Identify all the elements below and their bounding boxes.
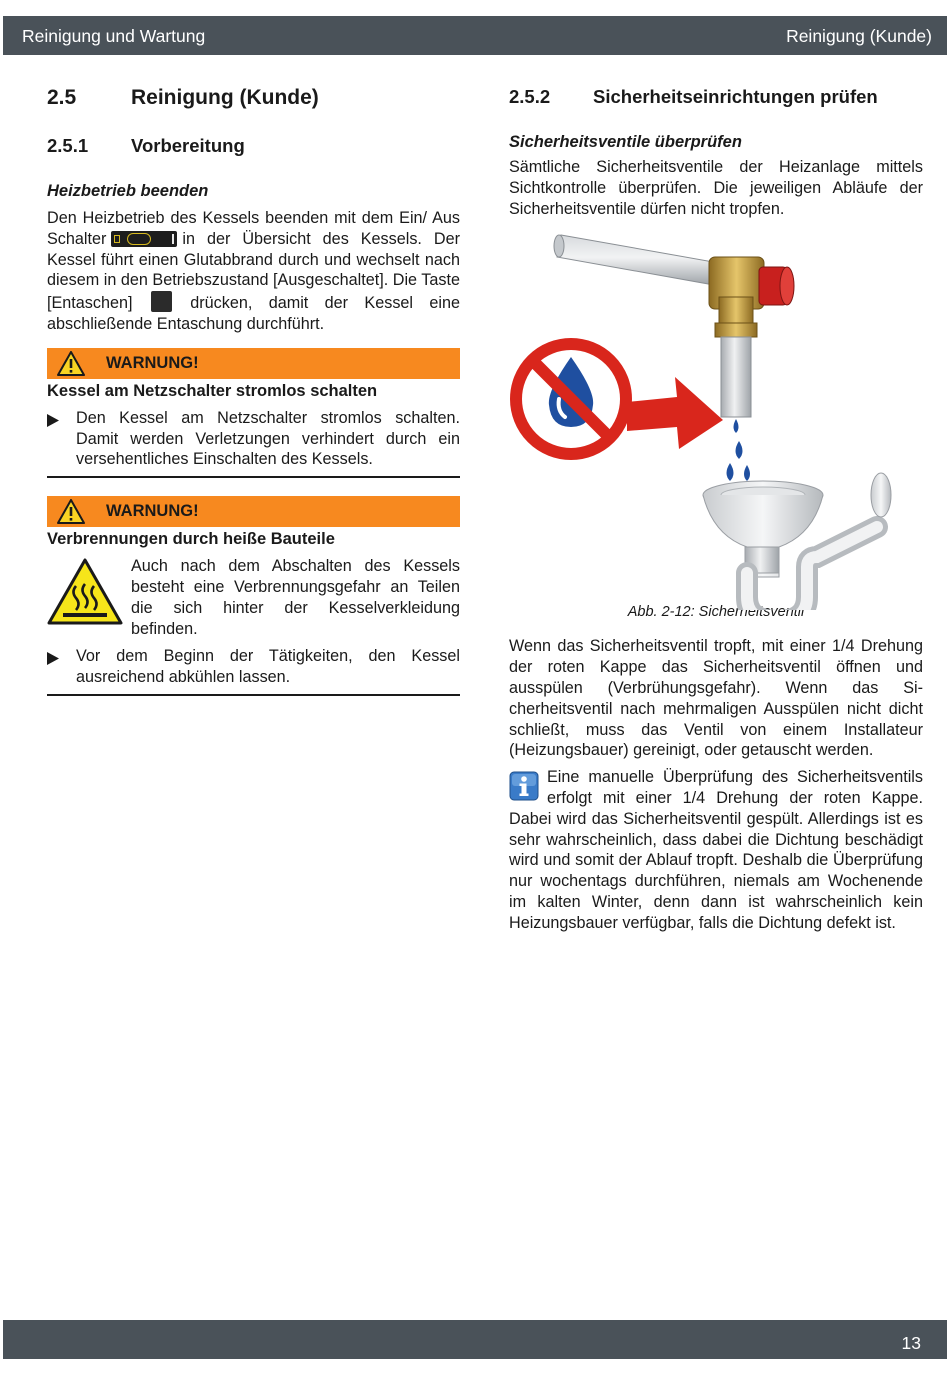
paragraph: Wenn das Sicherheitsventil tropft, mit einer 1/4 Drehung der roten Kappe das Sicherheitsventil öffnen und ausspülen (Verbrühungsgefahr). Wenn das Sicherheitsventil nach mehrmaligen Ausspülen nicht dicht schließt, muss das Ventil von einem Installateur (Heizungsbauer) gereinigt, oder getauscht werden. [509,637,923,760]
subsection-number: 2.5.1 [47,135,89,156]
header-chapter: Reinigung und Wartung [22,26,206,46]
bullet-arrow-icon [47,414,59,427]
info-note [509,767,923,933]
divider [47,476,460,478]
subsection-heading [509,86,923,108]
safety-valve-illustration [509,227,923,610]
page-number: 13 [901,1333,921,1353]
sub-heading: Heizbetrieb beenden [47,182,209,200]
hazard-block [47,556,460,639]
power-switch-icon [111,231,177,247]
subsection-title: Sicherheitseinrichtungen prüfen [593,86,878,107]
figure-caption: Abb. 2-12: Sicherheitsventil [627,604,805,621]
intro-paragraph [47,208,460,335]
warning-triangle-icon [57,499,85,524]
subsection-heading [47,135,460,157]
divider [47,694,460,696]
page-footer [3,1320,947,1359]
warning-banner [47,348,460,379]
safety-valve-figure [509,227,923,610]
right-column [509,80,923,934]
info-text: Eine manuelle Überprüfung des Sicherheitsventils erfolgt mit einer 1/4 Drehung der roten Kappe. Dabei wird das Sicherheitsventil gespült. Allerdings ist es sehr wahrscheinlich, dass dabei die Dichtung beschädigt wird und somit der Ablauf tropft. Deshalb die Überprüfung nur wochentags durchführen, niemals am Wochenende im kalten Winter, denn dann ist wahrscheinlich kein Heizungsbauer verfügbar, falls die Dichtung defekt ist. [509,768,923,932]
bullet-text: Vor dem Beginn der Tätigkeiten, den Kessel ausreichend abkühlen lassen. [76,647,460,687]
bullet-arrow-icon [47,652,59,665]
section-heading [47,86,460,110]
warning-label: WARNUNG! [106,353,199,372]
list-item [47,408,460,470]
para-text-1: Den Heizbetrieb des Kessels beenden mit dem Ein/ Aus Schalter [47,209,460,248]
para-text-2: in der Übersicht des Kessels. Der Kessel führt einen Glutabbrand durch und wechselt nach diesem in den Betriebszustand [Ausgeschaltet]. Die Taste [Entaschen] [47,229,460,313]
warning-title: Kessel am Netzschalter stromlos schalten [47,381,378,400]
para-text-3: drücken, damit der Kessel eine abschließende Entaschung durchführt. [47,294,460,333]
warning-triangle-icon [57,351,85,376]
page-header [3,16,947,55]
header-section: Reinigung (Kunde) [786,26,932,46]
sub-heading: Sicherheitsventile überprüfen [509,133,742,151]
subsection-title: Vorbereitung [131,135,245,156]
section-number: 2.5 [47,86,77,109]
hazard-text: Auch nach dem Abschalten des Kessels besteht eine Verbrennungsgefahr an Teilen die sich hinter der Kesselverkleidung befinden. [131,557,460,638]
warning-banner [47,496,460,527]
warning-label: WARNUNG! [106,502,199,521]
section-title: Reinigung (Kunde) [131,86,319,109]
bullet-text: Den Kessel am Netzschalter stromlos schalten. Damit werden Verletzungen verhindert durch ein versehentliches Einschalten des Kessels. [76,408,460,469]
info-icon [509,771,539,801]
hot-surface-icon [47,558,123,625]
subsection-number: 2.5.2 [509,86,551,107]
ash-button-icon [151,291,172,312]
paragraph: Sämtliche Sicherheitsventile der Heizanlage mittels Sichtkontrolle überprüfen. Die jeweiligen Abläufe der Sicherheitsventile dürfen nicht tropfen. [509,158,923,218]
left-column [47,80,460,696]
warning-title: Verbrennungen durch heiße Bauteile [47,530,335,549]
list-item [47,646,460,688]
